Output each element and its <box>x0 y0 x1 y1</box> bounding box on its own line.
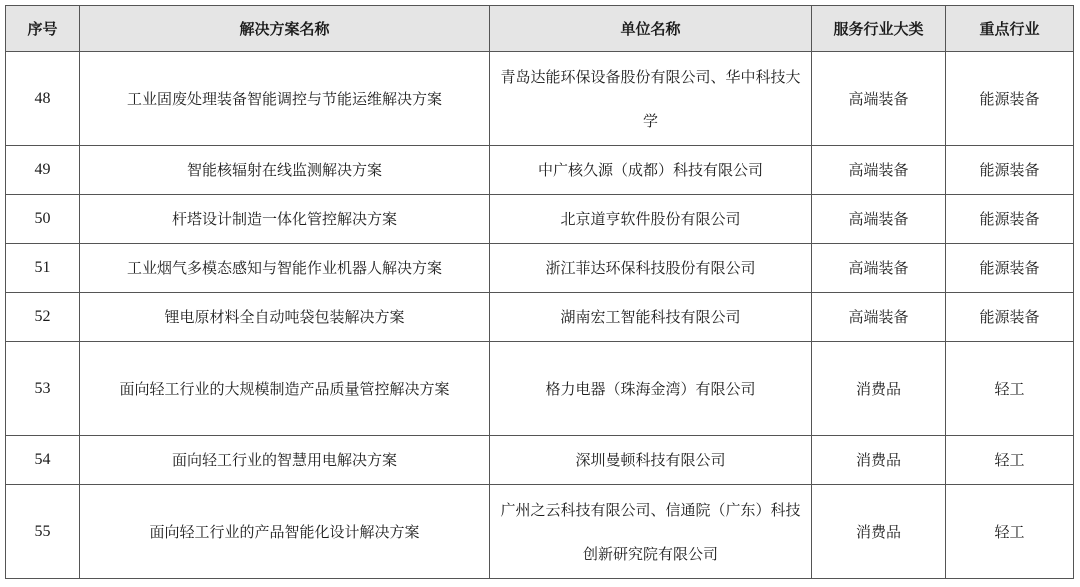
cell-unit: 北京道亨软件股份有限公司 <box>490 195 812 244</box>
header-industry: 重点行业 <box>946 6 1074 52</box>
table-row <box>6 244 1074 293</box>
table-row <box>6 436 1074 485</box>
cell-no: 49 <box>6 146 80 195</box>
table-container <box>5 5 1074 579</box>
cell-industry: 轻工 <box>946 436 1074 485</box>
cell-unit: 青岛达能环保设备股份有限公司、华中科技大学 <box>490 52 812 146</box>
cell-category: 高端装备 <box>812 244 946 293</box>
cell-solution: 工业烟气多模态感知与智能作业机器人解决方案 <box>80 244 490 293</box>
table-row <box>6 293 1074 342</box>
cell-industry: 能源装备 <box>946 52 1074 146</box>
cell-solution: 锂电原材料全自动吨袋包装解决方案 <box>80 293 490 342</box>
cell-category: 高端装备 <box>812 195 946 244</box>
cell-category: 消费品 <box>812 485 946 579</box>
cell-unit: 广州之云科技有限公司、信通院（广东）科技创新研究院有限公司 <box>490 485 812 579</box>
header-no: 序号 <box>6 6 80 52</box>
table-row <box>6 485 1074 579</box>
table-row <box>6 52 1074 146</box>
cell-industry: 能源装备 <box>946 244 1074 293</box>
cell-solution: 工业固废处理装备智能调控与节能运维解决方案 <box>80 52 490 146</box>
cell-category: 消费品 <box>812 436 946 485</box>
cell-unit: 湖南宏工智能科技有限公司 <box>490 293 812 342</box>
cell-industry: 能源装备 <box>946 146 1074 195</box>
cell-unit: 浙江菲达环保科技股份有限公司 <box>490 244 812 293</box>
solutions-table <box>5 5 1074 579</box>
cell-no: 51 <box>6 244 80 293</box>
cell-unit: 中广核久源（成都）科技有限公司 <box>490 146 812 195</box>
cell-unit: 格力电器（珠海金湾）有限公司 <box>490 342 812 436</box>
cell-solution: 面向轻工行业的产品智能化设计解决方案 <box>80 485 490 579</box>
cell-no: 50 <box>6 195 80 244</box>
cell-no: 53 <box>6 342 80 436</box>
header-solution: 解决方案名称 <box>80 6 490 52</box>
cell-category: 消费品 <box>812 342 946 436</box>
cell-solution: 智能核辐射在线监测解决方案 <box>80 146 490 195</box>
table-row <box>6 146 1074 195</box>
header-category: 服务行业大类 <box>812 6 946 52</box>
cell-industry: 能源装备 <box>946 293 1074 342</box>
cell-industry: 轻工 <box>946 342 1074 436</box>
cell-category: 高端装备 <box>812 52 946 146</box>
cell-solution: 面向轻工行业的大规模制造产品质量管控解决方案 <box>80 342 490 436</box>
cell-unit: 深圳曼顿科技有限公司 <box>490 436 812 485</box>
cell-no: 52 <box>6 293 80 342</box>
header-unit: 单位名称 <box>490 6 812 52</box>
table-row <box>6 195 1074 244</box>
header-row <box>6 6 1074 52</box>
cell-industry: 轻工 <box>946 485 1074 579</box>
cell-no: 48 <box>6 52 80 146</box>
cell-industry: 能源装备 <box>946 195 1074 244</box>
cell-category: 高端装备 <box>812 293 946 342</box>
cell-category: 高端装备 <box>812 146 946 195</box>
cell-solution: 杆塔设计制造一体化管控解决方案 <box>80 195 490 244</box>
cell-no: 54 <box>6 436 80 485</box>
table-row <box>6 342 1074 436</box>
cell-solution: 面向轻工行业的智慧用电解决方案 <box>80 436 490 485</box>
cell-no: 55 <box>6 485 80 579</box>
